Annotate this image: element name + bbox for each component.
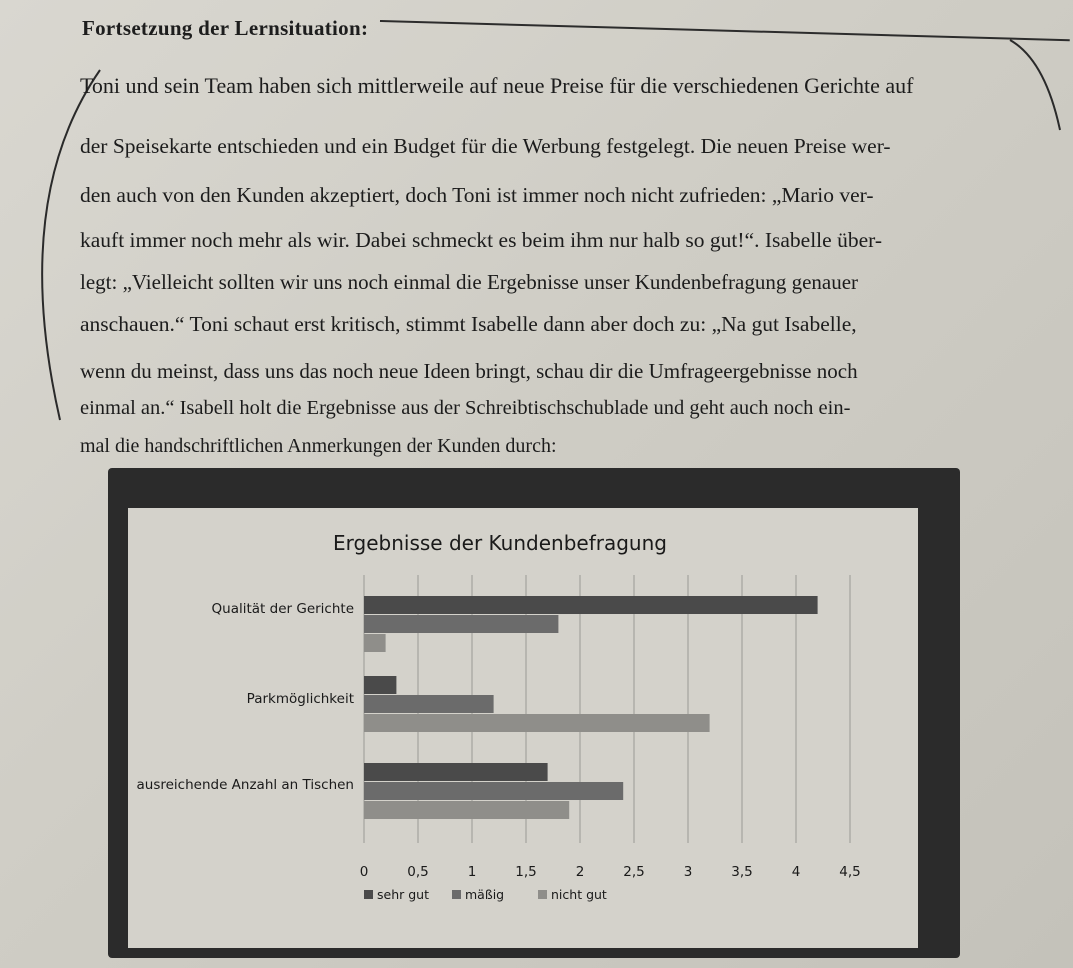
bar-nicht-gut xyxy=(364,634,386,652)
x-axis-ticks xyxy=(360,864,861,880)
x-tick-label: 0,5 xyxy=(407,864,429,880)
chart-bars xyxy=(364,596,818,819)
x-tick-label: 1 xyxy=(467,864,477,880)
bar-mäßig xyxy=(364,782,623,800)
legend-swatch xyxy=(364,890,373,899)
bar-mäßig xyxy=(364,615,558,633)
x-tick-label: 2 xyxy=(575,864,585,880)
legend-label: nicht gut xyxy=(551,887,607,902)
x-tick-label: 3,5 xyxy=(731,864,753,880)
heading-rule xyxy=(380,20,1070,41)
legend-label: sehr gut xyxy=(377,887,429,902)
bar-sehr-gut xyxy=(364,763,548,781)
paragraph-line: den auch von den Kunden akzeptiert, doch Toni ist immer noch nicht zufrieden: „Mario ver- xyxy=(80,183,874,207)
bar-mäßig xyxy=(364,695,494,713)
paragraph-line: legt: „Vielleicht sollten wir uns noch einmal die Ergebnisse unser Kundenbefragung genauer xyxy=(80,270,859,294)
x-tick-label: 4 xyxy=(791,864,801,880)
x-tick-label: 1,5 xyxy=(515,864,537,880)
x-tick-label: 3 xyxy=(683,864,693,880)
paragraph-line: anschauen.“ Toni schaut erst kritisch, stimmt Isabelle dann aber doch zu: „Na gut Isabelle, xyxy=(80,312,857,336)
x-tick-label: 4,5 xyxy=(839,864,861,880)
legend-label: mäßig xyxy=(465,887,505,902)
x-tick-label: 2,5 xyxy=(623,864,645,880)
category-labels xyxy=(136,601,354,793)
paragraph-line: der Speisekarte entschieden und ein Budget für die Werbung festgelegt. Die neuen Preise wer- xyxy=(80,134,891,158)
category-label: Qualität der Gerichte xyxy=(211,601,354,617)
legend-swatch xyxy=(538,890,547,899)
bar-nicht-gut xyxy=(364,714,710,732)
category-label: ausreichende Anzahl an Tischen xyxy=(136,777,354,793)
category-label: Parkmöglichkeit xyxy=(246,691,354,707)
chart-title: Ergebnisse der Kundenbefragung xyxy=(333,531,667,555)
paragraph-line: mal die handschriftlichen Anmerkungen der Kunden durch: xyxy=(80,435,557,457)
bar-sehr-gut xyxy=(364,596,818,614)
bar-nicht-gut xyxy=(364,801,569,819)
x-tick-label: 0 xyxy=(359,864,369,880)
paragraph-line: einmal an.“ Isabell holt die Ergebnisse aus der Schreibtischschublade und geht auch noch ein- xyxy=(80,397,851,419)
paragraph-line: wenn du meinst, dass uns das noch neue Ideen bringt, schau dir die Umfrageergebnisse noch xyxy=(80,359,858,383)
section-heading: Fortsetzung der Lernsituation: xyxy=(82,16,369,40)
survey-chart xyxy=(128,508,918,948)
paragraph-line: Toni und sein Team haben sich mittlerweile auf neue Preise für die verschiedenen Gerichte auf xyxy=(80,73,914,98)
corner-curve-path xyxy=(1010,40,1060,130)
paragraph-line: kauft immer noch mehr als wir. Dabei schmeckt es beim ihm nur halb so gut!“. Isabelle über- xyxy=(80,228,882,252)
chart-legend xyxy=(364,887,607,902)
legend-swatch xyxy=(452,890,461,899)
bar-sehr-gut xyxy=(364,676,396,694)
